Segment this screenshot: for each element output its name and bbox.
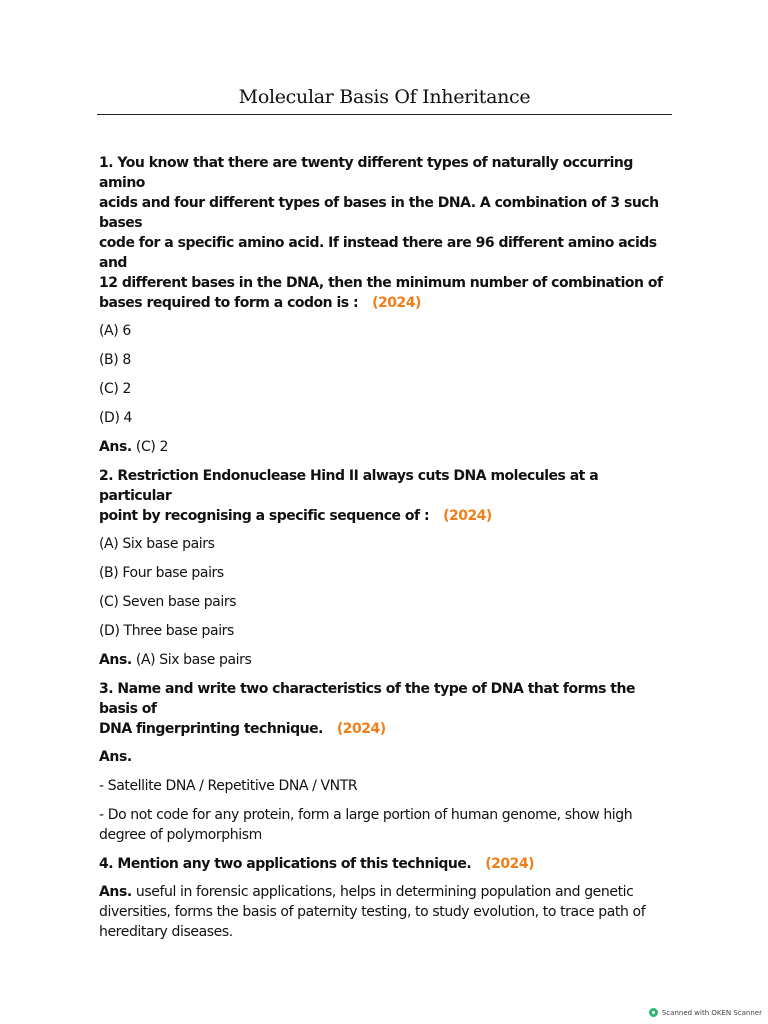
question-line: 2. Restriction Endonuclease Hind II always cuts DNA molecules at a particular: [99, 468, 599, 504]
year-tag: (2024): [336, 721, 386, 737]
question-line: 1. You know that there are twenty different types of naturally occurring amino: [99, 155, 633, 191]
year-tag: (2024): [443, 508, 492, 524]
answer-2: [99, 650, 674, 670]
question-line: acids and four different types of bases in the DNA. A combination of 3 such bases: [99, 195, 659, 231]
answer-text: (A) Six base pairs: [131, 652, 252, 668]
option-b: (B) 8: [99, 352, 131, 368]
answer-4: [99, 882, 674, 942]
scanner-text: Scanned with OKEN Scanner: [661, 1008, 762, 1017]
question-line: 12 different bases in the DNA, then the minimum number of combination of: [99, 275, 663, 291]
answer-point: [99, 805, 674, 845]
scanner-logo-icon: [649, 1008, 658, 1017]
question-line: DNA fingerprinting technique.: [99, 721, 323, 737]
question-line: point by recognising a specific sequence of :: [99, 508, 430, 524]
answer-line: useful in forensic applications, helps in determining population and genetic: [131, 884, 634, 900]
option-d: (D) Three base pairs: [99, 623, 234, 639]
answer-label: Ans.: [99, 439, 132, 455]
page-title: Molecular Basis Of Inheritance: [238, 86, 531, 108]
scanner-watermark: [649, 1008, 762, 1017]
answer-text: (C) 2: [131, 439, 168, 455]
document-body: [99, 153, 674, 951]
year-tag: (2024): [372, 295, 421, 311]
option-d: (D) 4: [99, 410, 133, 426]
question-line: code for a specific amino acid. If instead there are 96 different amino acids and: [99, 235, 657, 271]
answer-label: Ans.: [99, 749, 132, 765]
option-a: (A) Six base pairs: [99, 536, 215, 552]
question-line: bases required to form a codon is :: [99, 295, 359, 311]
title-divider: [97, 114, 672, 115]
question-line: 4. Mention any two applications of this technique.: [99, 856, 472, 872]
year-tag: (2024): [485, 856, 534, 872]
question-line: 3. Name and write two characteristics of the type of DNA that forms the basis of: [99, 681, 635, 717]
option-c: (C) 2: [99, 381, 132, 397]
question-3: [99, 679, 674, 739]
question-2: [99, 466, 674, 526]
answer-point-line: degree of polymorphism: [99, 827, 262, 843]
answer-1: [99, 437, 674, 457]
answer-label: Ans.: [99, 652, 132, 668]
option-a: (A) 6: [99, 323, 131, 339]
option-b: (B) Four base pairs: [99, 565, 224, 581]
answer-point: - Satellite DNA / Repetitive DNA / VNTR: [99, 778, 358, 794]
question-4: [99, 854, 674, 874]
answer-line: diversities, forms the basis of paternity testing, to study evolution, to trace path of: [99, 904, 646, 920]
answer-3: [99, 747, 674, 767]
answer-line: hereditary diseases.: [99, 924, 233, 940]
answer-point-line: - Do not code for any protein, form a large portion of human genome, show high: [99, 807, 633, 823]
answer-label: Ans.: [99, 884, 132, 900]
question-1: [99, 153, 674, 313]
option-c: (C) Seven base pairs: [99, 594, 237, 610]
